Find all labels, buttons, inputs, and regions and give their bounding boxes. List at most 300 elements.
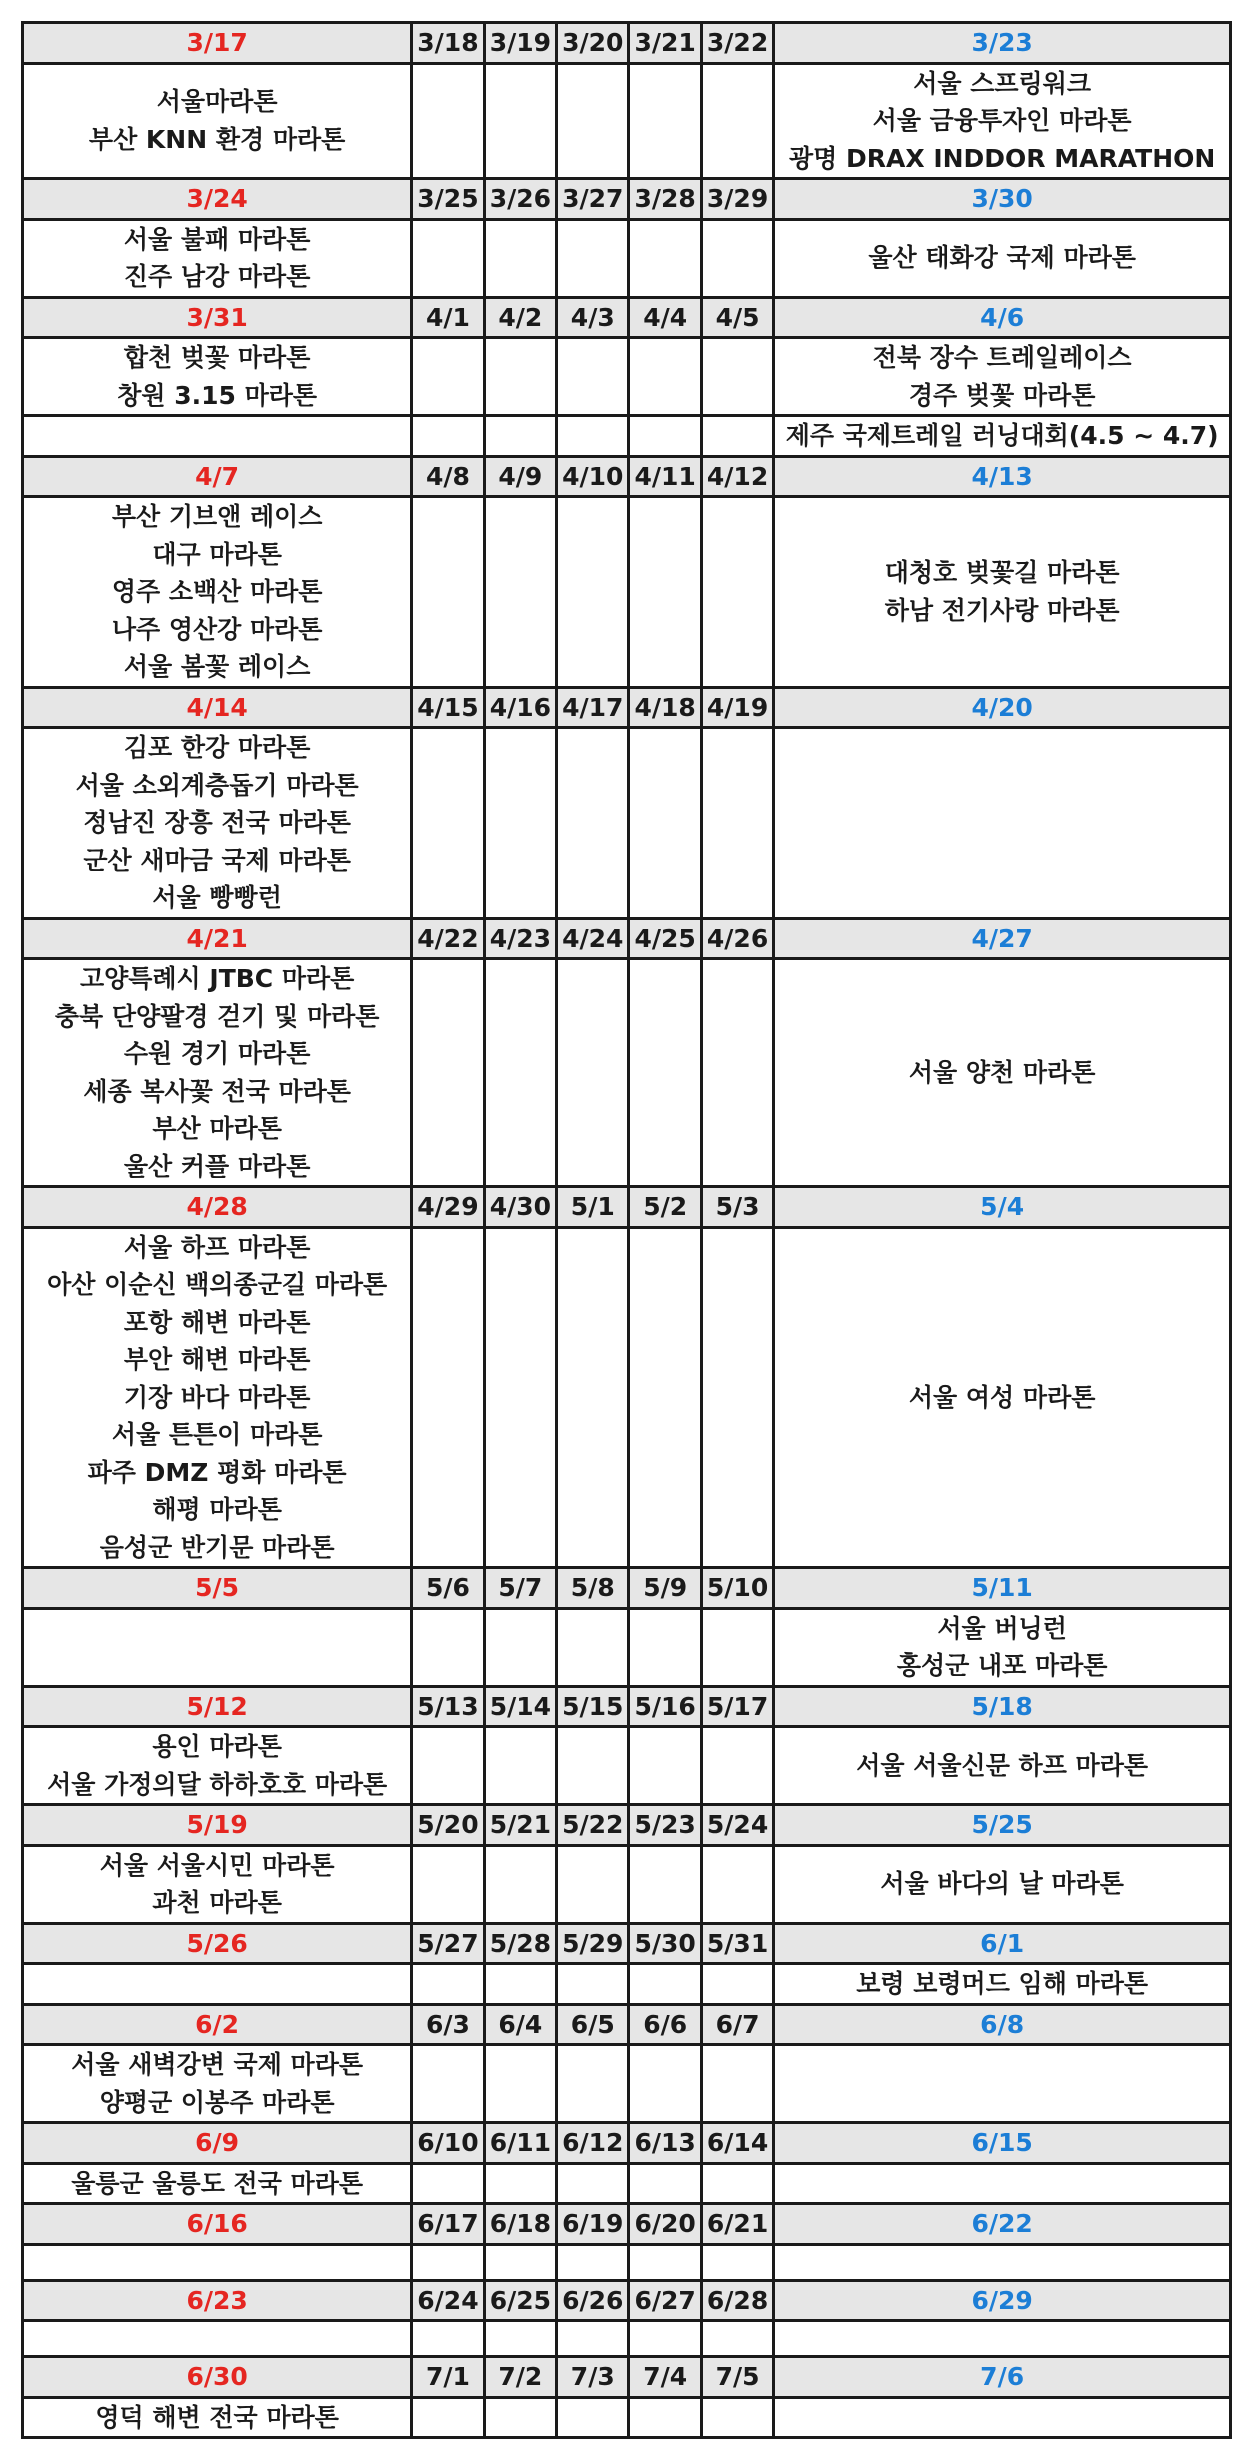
weekday-date: 5/24 bbox=[701, 1805, 773, 1846]
saturday-date: 6/29 bbox=[774, 2280, 1231, 2321]
saturday-events-cell bbox=[774, 1845, 1231, 1923]
sunday-event: 영주 소백산 마라톤 bbox=[111, 577, 323, 606]
sunday-events-cell bbox=[23, 416, 412, 457]
week-header-row bbox=[23, 687, 1231, 728]
weekday-date: 3/29 bbox=[701, 179, 773, 220]
sunday-date: 5/26 bbox=[23, 1923, 412, 1964]
saturday-events-cell bbox=[774, 2244, 1231, 2280]
saturday-events-cell bbox=[774, 2321, 1231, 2357]
weekday-events-cell bbox=[701, 63, 773, 179]
weekday-date: 4/19 bbox=[701, 687, 773, 728]
weekday-events-cell bbox=[629, 1608, 701, 1686]
sunday-events-cell bbox=[23, 2397, 412, 2438]
sunday-events-cell bbox=[23, 63, 412, 179]
saturday-events-cell bbox=[774, 959, 1231, 1187]
sunday-event: 서울 가정의달 하하호호 마라톤 bbox=[47, 1769, 388, 1799]
weekday-date: 5/28 bbox=[484, 1923, 556, 1964]
weekday-events-cell bbox=[629, 1845, 701, 1923]
weekday-date: 4/1 bbox=[412, 297, 484, 338]
saturday-date: 3/30 bbox=[774, 179, 1231, 220]
week-header-row bbox=[23, 456, 1231, 497]
weekday-date: 5/22 bbox=[557, 1805, 629, 1846]
sunday-event: 서울 빵빵런 bbox=[152, 883, 282, 912]
week-header-row bbox=[23, 2280, 1231, 2321]
weekday-date: 5/20 bbox=[412, 1805, 484, 1846]
saturday-events-cell bbox=[774, 1227, 1231, 1568]
weekday-events-cell bbox=[412, 2397, 484, 2438]
week-events-row bbox=[23, 1727, 1231, 1805]
weekday-events-cell bbox=[557, 497, 629, 688]
weekday-events-cell bbox=[412, 1964, 484, 2005]
weekday-events-cell bbox=[412, 728, 484, 919]
saturday-event: 하남 전기사랑 마라톤 bbox=[884, 595, 1120, 625]
weekday-events-cell bbox=[629, 219, 701, 297]
saturday-events-cell bbox=[774, 1964, 1231, 2005]
weekday-date: 5/6 bbox=[412, 1568, 484, 1609]
weekday-events-cell bbox=[701, 1227, 773, 1568]
weekday-events-cell bbox=[484, 338, 556, 416]
weekday-events-cell bbox=[629, 728, 701, 919]
sunday-events-cell bbox=[23, 2244, 412, 2280]
weekday-events-cell bbox=[412, 1845, 484, 1923]
sunday-event: 진주 남강 마라톤 bbox=[123, 262, 311, 291]
weekday-date: 4/5 bbox=[701, 297, 773, 338]
weekday-events-cell bbox=[701, 728, 773, 919]
sunday-date: 4/28 bbox=[23, 1187, 412, 1228]
weekday-events-cell bbox=[484, 219, 556, 297]
saturday-events-cell bbox=[774, 1608, 1231, 1686]
weekday-events-cell bbox=[557, 2244, 629, 2280]
weekday-date: 7/5 bbox=[701, 2357, 773, 2398]
weekday-events-cell bbox=[701, 2397, 773, 2438]
weekday-events-cell bbox=[484, 2397, 556, 2438]
weekday-events-cell bbox=[484, 2244, 556, 2280]
weekday-events-cell bbox=[701, 1964, 773, 2005]
weekday-events-cell bbox=[412, 1608, 484, 1686]
weekday-events-cell bbox=[629, 497, 701, 688]
week-events-row bbox=[23, 1964, 1231, 2005]
weekday-events-cell bbox=[412, 2045, 484, 2123]
sunday-event: 부산 KNN 환경 마라톤 bbox=[88, 124, 346, 154]
weekday-events-cell bbox=[412, 1727, 484, 1805]
week-events-row bbox=[23, 959, 1231, 1187]
weekday-date: 4/9 bbox=[484, 456, 556, 497]
sunday-event: 기장 바다 마라톤 bbox=[123, 1382, 311, 1412]
weekday-events-cell bbox=[412, 416, 484, 457]
weekday-events-cell bbox=[629, 2045, 701, 2123]
weekday-events-cell bbox=[629, 2244, 701, 2280]
sunday-event: 부안 해변 마라톤 bbox=[123, 1345, 311, 1374]
weekday-events-cell bbox=[701, 959, 773, 1187]
week-events-row bbox=[23, 497, 1231, 688]
sunday-event: 양평군 이봉주 마라톤 bbox=[99, 2087, 335, 2117]
saturday-event: 홍성군 내포 마라톤 bbox=[896, 1651, 1108, 1680]
weekday-events-cell bbox=[629, 63, 701, 179]
weekday-date: 5/21 bbox=[484, 1805, 556, 1846]
weekday-date: 7/3 bbox=[557, 2357, 629, 2398]
weekday-events-cell bbox=[557, 1964, 629, 2005]
weekday-events-cell bbox=[629, 959, 701, 1187]
weekday-date: 5/7 bbox=[484, 1568, 556, 1609]
weekday-events-cell bbox=[701, 1608, 773, 1686]
week-header-row bbox=[23, 1568, 1231, 1609]
sunday-event: 나주 영산강 마라톤 bbox=[111, 614, 323, 644]
week-events-row bbox=[23, 338, 1231, 416]
saturday-event: 보령 보령머드 임해 마라톤 bbox=[856, 1969, 1149, 1998]
saturday-event: 서울 서울신문 하프 마라톤 bbox=[856, 1750, 1149, 1780]
week-header-row bbox=[23, 297, 1231, 338]
weekday-date: 5/30 bbox=[629, 1923, 701, 1964]
week-events-row bbox=[23, 2163, 1231, 2204]
week-events-row bbox=[23, 1845, 1231, 1923]
sunday-event: 음성군 반기문 마라톤 bbox=[99, 1532, 335, 1562]
weekday-date: 5/10 bbox=[701, 1568, 773, 1609]
weekday-date: 3/27 bbox=[557, 179, 629, 220]
weekday-events-cell bbox=[412, 959, 484, 1187]
saturday-event: 서울 바다의 날 마라톤 bbox=[880, 1869, 1124, 1899]
weekday-events-cell bbox=[484, 1727, 556, 1805]
week-events-row bbox=[23, 416, 1231, 457]
weekday-date: 7/4 bbox=[629, 2357, 701, 2398]
week-events-row bbox=[23, 2244, 1231, 2280]
sunday-event: 세종 복사꽃 전국 마라톤 bbox=[83, 1076, 351, 1106]
weekday-events-cell bbox=[484, 2045, 556, 2123]
saturday-date: 6/8 bbox=[774, 2004, 1231, 2045]
week-events-row bbox=[23, 1608, 1231, 1686]
weekday-date: 6/18 bbox=[484, 2204, 556, 2245]
weekday-date: 4/26 bbox=[701, 918, 773, 959]
sunday-event: 서울 새벽강변 국제 마라톤 bbox=[71, 2050, 363, 2079]
week-header-row bbox=[23, 1686, 1231, 1727]
sunday-date: 5/5 bbox=[23, 1568, 412, 1609]
week-header-row bbox=[23, 1805, 1231, 1846]
weekday-events-cell bbox=[557, 1608, 629, 1686]
saturday-date: 4/20 bbox=[774, 687, 1231, 728]
weekday-events-cell bbox=[701, 338, 773, 416]
weekday-events-cell bbox=[557, 2321, 629, 2357]
saturday-date: 4/13 bbox=[774, 456, 1231, 497]
weekday-events-cell bbox=[412, 497, 484, 688]
weekday-date: 4/30 bbox=[484, 1187, 556, 1228]
weekday-events-cell bbox=[629, 2397, 701, 2438]
weekday-date: 6/14 bbox=[701, 2123, 773, 2164]
week-header-row bbox=[23, 179, 1231, 220]
weekday-events-cell bbox=[629, 2321, 701, 2357]
saturday-events-cell bbox=[774, 1727, 1231, 1805]
weekday-date: 3/25 bbox=[412, 179, 484, 220]
sunday-event: 서울 불패 마라톤 bbox=[123, 224, 311, 254]
weekday-date: 5/27 bbox=[412, 1923, 484, 1964]
weekday-date: 3/19 bbox=[484, 23, 556, 64]
sunday-event: 창원 3.15 마라톤 bbox=[117, 380, 318, 410]
weekday-events-cell bbox=[557, 1227, 629, 1568]
weekday-events-cell bbox=[557, 338, 629, 416]
sunday-date: 5/19 bbox=[23, 1805, 412, 1846]
weekday-date: 5/17 bbox=[701, 1686, 773, 1727]
weekday-events-cell bbox=[629, 1227, 701, 1568]
weekday-events-cell bbox=[701, 2321, 773, 2357]
weekday-events-cell bbox=[412, 1227, 484, 1568]
weekday-events-cell bbox=[557, 959, 629, 1187]
weekday-date: 7/2 bbox=[484, 2357, 556, 2398]
saturday-events-cell bbox=[774, 2397, 1231, 2438]
sunday-date: 3/24 bbox=[23, 179, 412, 220]
weekday-date: 6/20 bbox=[629, 2204, 701, 2245]
weekday-date: 4/10 bbox=[557, 456, 629, 497]
weekday-date: 4/22 bbox=[412, 918, 484, 959]
weekday-date: 7/1 bbox=[412, 2357, 484, 2398]
saturday-events-cell bbox=[774, 2163, 1231, 2204]
weekday-events-cell bbox=[412, 219, 484, 297]
saturday-date: 5/4 bbox=[774, 1187, 1231, 1228]
sunday-events-cell bbox=[23, 497, 412, 688]
saturday-event: 광명 DRAX INDDOR MARATHON bbox=[788, 143, 1216, 173]
weekday-date: 5/15 bbox=[557, 1686, 629, 1727]
weekday-events-cell bbox=[629, 1964, 701, 2005]
sunday-event: 수원 경기 마라톤 bbox=[123, 1039, 311, 1068]
weekday-date: 6/26 bbox=[557, 2280, 629, 2321]
weekday-date: 5/16 bbox=[629, 1686, 701, 1727]
saturday-date: 5/11 bbox=[774, 1568, 1231, 1609]
week-events-row bbox=[23, 2045, 1231, 2123]
weekday-date: 6/13 bbox=[629, 2123, 701, 2164]
saturday-event: 서울 금융투자인 마라톤 bbox=[872, 106, 1132, 135]
weekday-date: 6/27 bbox=[629, 2280, 701, 2321]
sunday-event: 서울 소외계층돕기 마라톤 bbox=[75, 770, 359, 800]
sunday-event: 부산 기브앤 레이스 bbox=[111, 502, 323, 531]
sunday-events-cell bbox=[23, 2321, 412, 2357]
saturday-date: 6/1 bbox=[774, 1923, 1231, 1964]
saturday-events-cell bbox=[774, 2045, 1231, 2123]
weekday-events-cell bbox=[701, 1727, 773, 1805]
weekday-events-cell bbox=[557, 2045, 629, 2123]
weekday-events-cell bbox=[484, 728, 556, 919]
week-header-row bbox=[23, 2204, 1231, 2245]
sunday-events-cell bbox=[23, 2045, 412, 2123]
sunday-event: 울릉군 울릉도 전국 마라톤 bbox=[71, 2168, 363, 2198]
weekday-events-cell bbox=[701, 497, 773, 688]
week-events-row bbox=[23, 2397, 1231, 2438]
sunday-event: 정남진 장흥 전국 마라톤 bbox=[83, 808, 351, 837]
sunday-events-cell bbox=[23, 1845, 412, 1923]
saturday-events-cell bbox=[774, 728, 1231, 919]
week-header-row bbox=[23, 1187, 1231, 1228]
saturday-event: 경주 벚꽃 마라톤 bbox=[908, 380, 1096, 410]
week-header-row bbox=[23, 23, 1231, 64]
sunday-event: 영덕 해변 전국 마라톤 bbox=[95, 2402, 339, 2432]
saturday-date: 4/6 bbox=[774, 297, 1231, 338]
weekday-events-cell bbox=[557, 1727, 629, 1805]
sunday-events-cell bbox=[23, 1727, 412, 1805]
weekday-date: 6/12 bbox=[557, 2123, 629, 2164]
sunday-date: 5/12 bbox=[23, 1686, 412, 1727]
sunday-events-cell bbox=[23, 728, 412, 919]
weekday-date: 5/23 bbox=[629, 1805, 701, 1846]
sunday-event: 용인 마라톤 bbox=[152, 1732, 282, 1761]
sunday-event: 충북 단양팔경 걷기 및 마라톤 bbox=[54, 1001, 380, 1031]
weekday-events-cell bbox=[412, 2244, 484, 2280]
weekday-date: 3/20 bbox=[557, 23, 629, 64]
marathon-schedule-table bbox=[21, 21, 1232, 2439]
sunday-date: 4/14 bbox=[23, 687, 412, 728]
weekday-events-cell bbox=[484, 497, 556, 688]
weekday-date: 4/23 bbox=[484, 918, 556, 959]
weekday-events-cell bbox=[629, 2163, 701, 2204]
weekday-events-cell bbox=[412, 2321, 484, 2357]
week-events-row bbox=[23, 63, 1231, 179]
weekday-date: 3/21 bbox=[629, 23, 701, 64]
weekday-events-cell bbox=[701, 2244, 773, 2280]
weekday-events-cell bbox=[484, 1227, 556, 1568]
weekday-date: 5/3 bbox=[701, 1187, 773, 1228]
saturday-date: 6/15 bbox=[774, 2123, 1231, 2164]
saturday-events-cell bbox=[774, 416, 1231, 457]
saturday-events-cell bbox=[774, 497, 1231, 688]
sunday-date: 4/7 bbox=[23, 456, 412, 497]
saturday-event: 서울 여성 마라톤 bbox=[908, 1382, 1096, 1412]
weekday-events-cell bbox=[557, 2397, 629, 2438]
weekday-date: 4/25 bbox=[629, 918, 701, 959]
sunday-event: 부산 마라톤 bbox=[152, 1114, 282, 1143]
weekday-events-cell bbox=[701, 1845, 773, 1923]
weekday-date: 4/12 bbox=[701, 456, 773, 497]
saturday-date: 4/27 bbox=[774, 918, 1231, 959]
saturday-events-cell bbox=[774, 63, 1231, 179]
weekday-events-cell bbox=[412, 2163, 484, 2204]
week-header-row bbox=[23, 918, 1231, 959]
sunday-event: 합천 벚꽃 마라톤 bbox=[123, 343, 311, 372]
weekday-events-cell bbox=[557, 63, 629, 179]
sunday-event: 서울 봄꽃 레이스 bbox=[123, 652, 311, 681]
weekday-events-cell bbox=[484, 416, 556, 457]
weekday-date: 5/31 bbox=[701, 1923, 773, 1964]
saturday-date: 5/18 bbox=[774, 1686, 1231, 1727]
weekday-date: 4/2 bbox=[484, 297, 556, 338]
weekday-events-cell bbox=[484, 1964, 556, 2005]
week-header-row bbox=[23, 2004, 1231, 2045]
sunday-date: 6/30 bbox=[23, 2357, 412, 2398]
weekday-date: 6/17 bbox=[412, 2204, 484, 2245]
weekday-date: 5/2 bbox=[629, 1187, 701, 1228]
weekday-date: 5/1 bbox=[557, 1187, 629, 1228]
sunday-events-cell bbox=[23, 959, 412, 1187]
sunday-event: 서울 서울시민 마라톤 bbox=[99, 1850, 335, 1880]
weekday-date: 6/6 bbox=[629, 2004, 701, 2045]
saturday-date: 7/6 bbox=[774, 2357, 1231, 2398]
saturday-date: 5/25 bbox=[774, 1805, 1231, 1846]
weekday-events-cell bbox=[484, 2163, 556, 2204]
weekday-date: 6/4 bbox=[484, 2004, 556, 2045]
weekday-events-cell bbox=[484, 1608, 556, 1686]
sunday-events-cell bbox=[23, 1608, 412, 1686]
sunday-events-cell bbox=[23, 338, 412, 416]
sunday-date: 6/16 bbox=[23, 2204, 412, 2245]
sunday-date: 6/23 bbox=[23, 2280, 412, 2321]
weekday-date: 5/8 bbox=[557, 1568, 629, 1609]
week-events-row bbox=[23, 728, 1231, 919]
weekday-date: 5/13 bbox=[412, 1686, 484, 1727]
saturday-events-cell bbox=[774, 219, 1231, 297]
weekday-events-cell bbox=[557, 2163, 629, 2204]
sunday-events-cell bbox=[23, 219, 412, 297]
sunday-event: 과천 마라톤 bbox=[152, 1888, 282, 1917]
sunday-date: 4/21 bbox=[23, 918, 412, 959]
saturday-date: 6/22 bbox=[774, 2204, 1231, 2245]
sunday-event: 서울마라톤 bbox=[156, 87, 278, 117]
weekday-events-cell bbox=[484, 63, 556, 179]
saturday-event: 전북 장수 트레일레이스 bbox=[872, 343, 1132, 372]
weekday-date: 5/9 bbox=[629, 1568, 701, 1609]
week-events-row bbox=[23, 219, 1231, 297]
weekday-date: 3/28 bbox=[629, 179, 701, 220]
weekday-date: 4/16 bbox=[484, 687, 556, 728]
weekday-date: 5/14 bbox=[484, 1686, 556, 1727]
weekday-events-cell bbox=[412, 63, 484, 179]
weekday-date: 3/26 bbox=[484, 179, 556, 220]
weekday-date: 4/17 bbox=[557, 687, 629, 728]
weekday-events-cell bbox=[557, 728, 629, 919]
weekday-date: 6/3 bbox=[412, 2004, 484, 2045]
saturday-event: 울산 태화강 국제 마라톤 bbox=[868, 243, 1136, 273]
sunday-event: 고양특례시 JTBC 마라톤 bbox=[79, 964, 355, 993]
weekday-events-cell bbox=[557, 219, 629, 297]
weekday-events-cell bbox=[629, 338, 701, 416]
sunday-date: 3/31 bbox=[23, 297, 412, 338]
weekday-date: 5/29 bbox=[557, 1923, 629, 1964]
week-events-row bbox=[23, 1227, 1231, 1568]
weekday-date: 6/19 bbox=[557, 2204, 629, 2245]
sunday-date: 3/17 bbox=[23, 23, 412, 64]
weekday-date: 4/4 bbox=[629, 297, 701, 338]
saturday-date: 3/23 bbox=[774, 23, 1231, 64]
saturday-event: 제주 국제트레일 러닝대회(4.5 ~ 4.7) bbox=[785, 421, 1219, 450]
sunday-event: 김포 한강 마라톤 bbox=[123, 733, 311, 762]
sunday-events-cell bbox=[23, 1227, 412, 1568]
weekday-date: 3/18 bbox=[412, 23, 484, 64]
weekday-date: 6/11 bbox=[484, 2123, 556, 2164]
week-header-row bbox=[23, 2123, 1231, 2164]
weekday-events-cell bbox=[701, 2163, 773, 2204]
sunday-event: 서울 튼튼이 마라톤 bbox=[111, 1420, 323, 1449]
weekday-events-cell bbox=[629, 416, 701, 457]
saturday-event: 서울 스프링워크 bbox=[913, 68, 1092, 98]
sunday-events-cell bbox=[23, 1964, 412, 2005]
weekday-events-cell bbox=[701, 416, 773, 457]
weekday-date: 6/28 bbox=[701, 2280, 773, 2321]
weekday-date: 3/22 bbox=[701, 23, 773, 64]
weekday-events-cell bbox=[629, 1727, 701, 1805]
weekday-events-cell bbox=[557, 1845, 629, 1923]
weekday-date: 6/7 bbox=[701, 2004, 773, 2045]
sunday-events-cell bbox=[23, 2163, 412, 2204]
saturday-events-cell bbox=[774, 338, 1231, 416]
weekday-events-cell bbox=[557, 416, 629, 457]
weekday-events-cell bbox=[484, 959, 556, 1187]
sunday-event: 포항 해변 마라톤 bbox=[123, 1307, 311, 1337]
week-header-row bbox=[23, 2357, 1231, 2398]
sunday-event: 서울 하프 마라톤 bbox=[123, 1232, 311, 1262]
saturday-event: 서울 버닝런 bbox=[937, 1613, 1067, 1643]
week-events-row bbox=[23, 2321, 1231, 2357]
weekday-date: 4/8 bbox=[412, 456, 484, 497]
weekday-date: 6/5 bbox=[557, 2004, 629, 2045]
sunday-event: 군산 새마금 국제 마라톤 bbox=[83, 845, 351, 875]
weekday-date: 6/10 bbox=[412, 2123, 484, 2164]
sunday-date: 6/9 bbox=[23, 2123, 412, 2164]
sunday-event: 해평 마라톤 bbox=[152, 1495, 282, 1524]
weekday-date: 4/18 bbox=[629, 687, 701, 728]
sunday-date: 6/2 bbox=[23, 2004, 412, 2045]
